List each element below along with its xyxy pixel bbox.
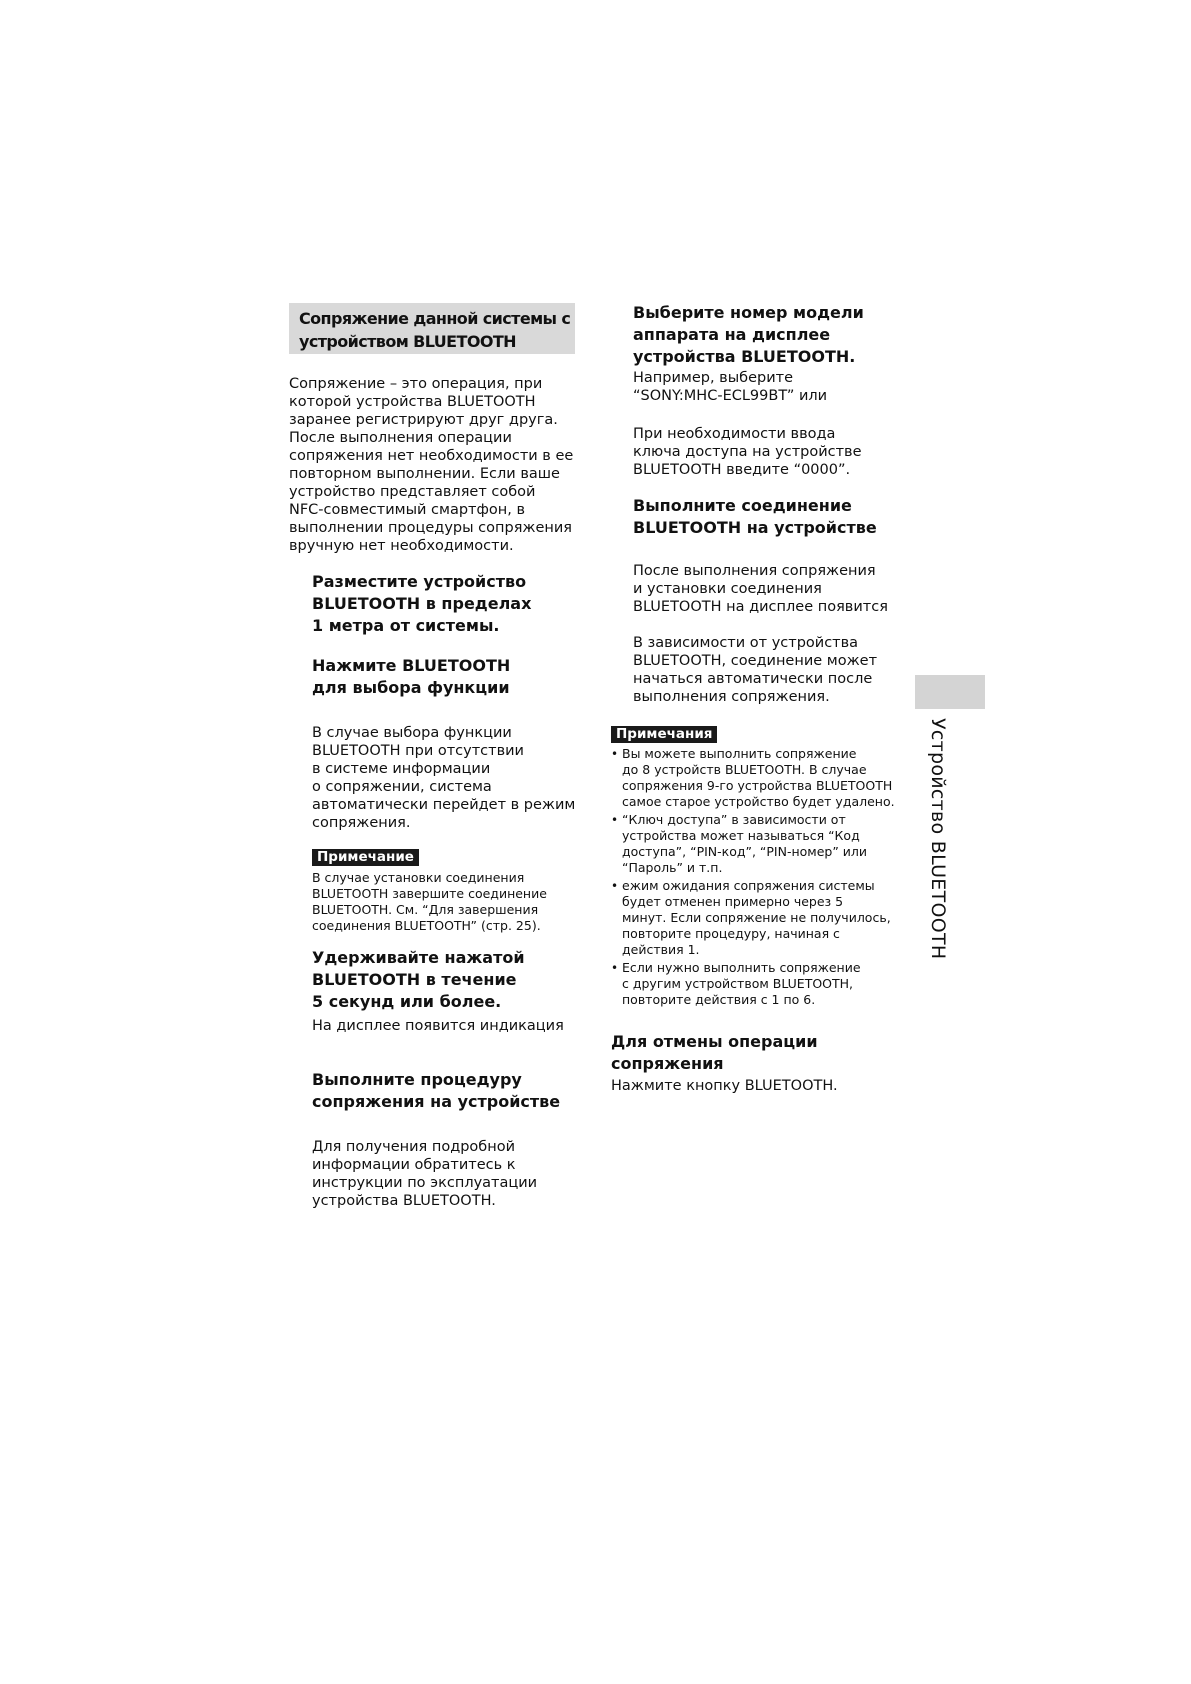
note-line: Вы можете выполнить сопряжение [622, 746, 857, 761]
intro-line: NFC-совместимый смартфон, в [289, 502, 526, 518]
note-line: “Ключ доступа” в зависимости от [622, 812, 846, 827]
note-line: В случае установки соединения [312, 870, 525, 885]
step-5-text-2 [633, 425, 862, 479]
cancel-text [611, 1077, 838, 1095]
note-line: до 8 устройств BLUETOOTH. В случае [622, 762, 867, 777]
heading-line: аппарата на дисплее [633, 325, 831, 344]
intro-line: сопряжения нет необходимости в ее [289, 448, 574, 464]
intro-line: После выполнения операции [289, 430, 512, 446]
step-5-heading [633, 302, 864, 368]
note-line: минут. Если сопряжение не получилось, [622, 910, 891, 925]
notes-list [611, 746, 895, 1010]
note-item [611, 812, 895, 876]
note-line: соединения BLUETOOTH” (стр. 25). [312, 918, 541, 933]
text-line: После выполнения сопряжения [633, 563, 876, 579]
text-line: Например, выберите [633, 370, 794, 386]
heading-line: Разместите устройство [312, 572, 527, 591]
intro-line: Сопряжение – это операция, при [289, 376, 543, 392]
note-line: BLUETOOTH. См. “Для завершения [312, 902, 539, 917]
text-line: BLUETOOTH при отсутствии [312, 743, 524, 759]
text-line: автоматически перейдет в режим [312, 797, 576, 813]
note-line: BLUETOOTH завершите соединение [312, 886, 547, 901]
intro-line: устройство представляет собой [289, 484, 536, 500]
note-line: действия 1. [622, 942, 700, 957]
text-line: Нажмите кнопку BLUETOOTH. [611, 1078, 838, 1094]
heading-line: BLUETOOTH в течение [312, 970, 517, 989]
note-item [611, 746, 895, 810]
intro-line: вручную нет необходимости. [289, 538, 514, 554]
text-line: BLUETOOTH, соединение может [633, 653, 878, 669]
notes-label-badge: Примечания [611, 726, 717, 743]
note-line: будет отменен примерно через 5 [622, 894, 844, 909]
step-2-text [312, 724, 575, 832]
text-line: Для получения подробной [312, 1139, 516, 1155]
step-2-note-label [312, 846, 419, 866]
bullet-icon: • [611, 747, 619, 761]
note-line: с другим устройством BLUETOOTH, [622, 976, 854, 991]
text-line: BLUETOOTH на дисплее появится [633, 599, 888, 615]
text-line: BLUETOOTH введите “0000”. [633, 462, 851, 478]
section-title [289, 303, 575, 354]
section-title-line: устройством BLUETOOTH [299, 332, 516, 351]
note-line: доступа”, “PIN-код”, “PIN-номер” или [622, 844, 868, 859]
text-line: выполнения сопряжения. [633, 689, 830, 705]
bullet-icon: • [611, 879, 619, 893]
note-line: повторите процедуру, начиная с [622, 926, 840, 941]
text-line: ключа доступа на устройстве [633, 444, 862, 460]
note-item [611, 960, 895, 1008]
intro-line: которой устройства BLUETOOTH [289, 394, 536, 410]
heading-line: Для отмены операции [611, 1032, 818, 1051]
note-line: ежим ожидания сопряжения системы [622, 878, 875, 893]
step-4-heading [312, 1069, 560, 1113]
step-1-heading [312, 571, 531, 637]
note-line: сопряжения 9-го устройства BLUETOOTH [622, 778, 893, 793]
section-title-line: Сопряжение данной системы с [299, 309, 571, 328]
note-line: устройства может называться “Код [622, 828, 860, 843]
step-2-note [312, 870, 547, 934]
heading-line: Выполните процедуру [312, 1070, 522, 1089]
heading-line: Удерживайте нажатой [312, 948, 525, 967]
heading-line: BLUETOOTH в пределах [312, 594, 532, 613]
heading-line: Выберите номер модели [633, 303, 864, 322]
step-5-text [633, 369, 827, 405]
note-line: “Пароль” и т.п. [622, 860, 723, 875]
text-line: и установки соединения [633, 581, 822, 597]
step-4-text [312, 1138, 537, 1210]
text-line: На дисплее появится индикация [312, 1018, 564, 1034]
step-3-heading [312, 947, 525, 1013]
heading-line: устройства BLUETOOTH. [633, 347, 856, 366]
heading-line: сопряжения на устройстве [312, 1092, 561, 1111]
step-6-heading [633, 495, 877, 539]
text-line: информации обратитесь к [312, 1157, 516, 1173]
text-line: начаться автоматически после [633, 671, 873, 687]
heading-line: для выбора функции [312, 678, 510, 697]
intro-line: заранее регистрируют друг друга. [289, 412, 558, 428]
bullet-icon: • [611, 813, 619, 827]
note-line: самое старое устройство будет удалено. [622, 794, 895, 809]
heading-line: Нажмите BLUETOOTH [312, 656, 511, 675]
text-line: устройства BLUETOOTH. [312, 1193, 496, 1209]
text-line: инструкции по эксплуатации [312, 1175, 538, 1191]
note-line: Если нужно выполнить сопряжение [622, 960, 861, 975]
step-3-text [312, 1017, 564, 1035]
heading-line: сопряжения [611, 1054, 724, 1073]
step-6-text [633, 562, 888, 616]
text-line: в системе информации [312, 761, 491, 777]
text-line: При необходимости ввода [633, 426, 836, 442]
step-2-heading [312, 655, 510, 699]
heading-line: Выполните соединение [633, 496, 852, 515]
text-line: В зависимости от устройства [633, 635, 859, 651]
step-6-text-2 [633, 634, 877, 706]
side-label: Устройство BLUETOOTH [927, 718, 949, 960]
heading-line: 5 секунд или более. [312, 992, 502, 1011]
text-line: В случае выбора функции [312, 725, 512, 741]
text-line: о сопряжении, система [312, 779, 492, 795]
notes-label [611, 723, 717, 743]
side-tab [915, 675, 985, 709]
heading-line: 1 метра от системы. [312, 616, 500, 635]
heading-line: BLUETOOTH на устройстве [633, 518, 877, 537]
cancel-heading [611, 1031, 818, 1075]
intro-line: повторном выполнении. Если ваше [289, 466, 560, 482]
text-line: сопряжения. [312, 815, 411, 831]
bullet-icon: • [611, 961, 619, 975]
intro-paragraph [289, 375, 581, 555]
note-label: Примечание [312, 849, 419, 866]
intro-line: выполнении процедуры сопряжения [289, 520, 573, 536]
note-line: повторите действия с 1 по 6. [622, 992, 816, 1007]
text-line: “SONY:MHC-ECL99BT” или [633, 388, 828, 404]
note-item [611, 878, 895, 958]
